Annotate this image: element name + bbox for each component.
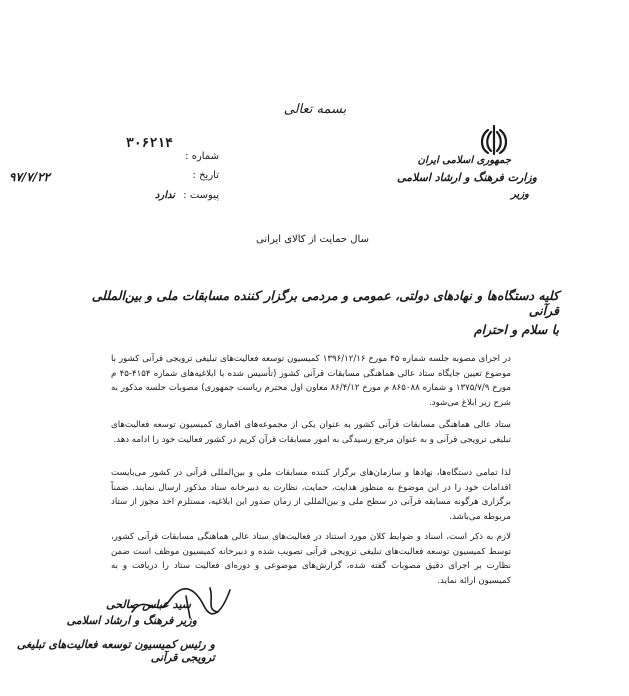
year-slogan: سال حمایت از کالای ایرانی: [256, 234, 369, 245]
signatory-name: سید عباس صالحی: [106, 598, 191, 611]
greeting-line: با سلام و احترام: [473, 322, 559, 337]
org-country-line: جمهوری اسلامی ایران: [417, 155, 511, 166]
body-paragraph: لذا تمامی دستگاه‌ها، نهادها و سازمان‌های برگزار کننده مسابقات ملی و بین‌المللی قرآنی در کشور می‌بایست اقدامات خود را در این موضوع به منظور هدایت، حمایت، نظارت به دبیرخانه ستاد مذکور ارسال نمایند. ضمناً برگزاری هرگونه مسابقه قرآنی در سطح ملی و بین‌المللی از زمان صدور این ابلاغیه، مستلزم اخذ مجوز از ستاد مربوطه می‌باشد.: [111, 468, 511, 522]
meta-number-row: [9, 151, 219, 167]
attachment-value: ندارد: [154, 190, 175, 201]
addressee-line: کلیه دستگاه‌ها و نهادهای دولتی، عمومی و مردمی برگزار کننده مسابقات ملی و بین‌المللی قرآنی: [91, 288, 559, 318]
signatory-role: و رئیس کمیسیون توسعه فعالیت‌های تبلیغی ترویجی قرآنی: [16, 638, 215, 664]
iran-emblem-icon: [474, 120, 514, 160]
date-value: ۹۷/۷/۲۲: [9, 170, 50, 184]
body-paragraph: ستاد عالی هماهنگی مسابقات قرآنی کشور به عنوان یکی از مجموعه‌های اقماری کمیسیون توسعه فعالیت‌های تبلیغی ترویجی قرآنی و به عنوان مرجع رسیدگی به امور مسابقات قرآن کریم در کشور فعالیت خود را ادامه دهد.: [111, 420, 511, 445]
body-paragraph: در اجرای مصوبه جلسه شماره ۴۵ مورخ ۱۳۹۶/۱۲/۱۶ کمیسیون توسعه فعالیت‌های تبلیغی ترویجی قرآنی کشور با موضوع تعیین جایگاه ستاد عالی هماهنگی مسابقات قرآنی کشور (تأسیس شده با ابلاغیه‌های شماره ۴۱۵۴-۴۵ م مورخ ۱۳۷۵/۷/۹ و شماره ۸۶۵۰۸۸ م مورخ ۸۶/۴/۱۲ معاون اول محترم ریاست جمهوری) مصوبات جلسه مذکور به شرح زیر ابلاغ می‌شود.: [111, 354, 511, 408]
signatory-title: وزیر فرهنگ و ارشاد اسلامی: [66, 614, 197, 627]
meta-attachment-row: [9, 190, 219, 206]
bismillah-heading: بسمه تعالی: [283, 102, 347, 117]
body-paragraph: لازم به ذکر است، اسناد و ضوابط کلان مورد استناد در فعالیت‌های ستاد عالی هماهنگی مسابقات قرآنی کشور، توسط کمیسیون توسعه فعالیت‌های تبلیغی ترویجی قرآنی تصویب شده و دبیرخانه کمیسیون موظف است ضمن نظارت بر اجرای دقیق مصوبات گفته شده، گزارش‌های موضوعی و دوره‌ای فعالیت ستاد را دریافت و به کمیسیون ارائه نماید.: [111, 532, 511, 586]
attachment-label: پیوست :: [183, 190, 219, 201]
date-label: تاریخ :: [192, 170, 219, 181]
number-label: شماره :: [185, 151, 219, 162]
org-minister-line: وزیر: [511, 189, 529, 200]
meta-date-row: [9, 170, 219, 186]
org-ministry-line: وزارت فرهنگ و ارشاد اسلامی: [396, 171, 537, 184]
registration-number: ۳۰۶۲۱۴: [126, 136, 173, 151]
